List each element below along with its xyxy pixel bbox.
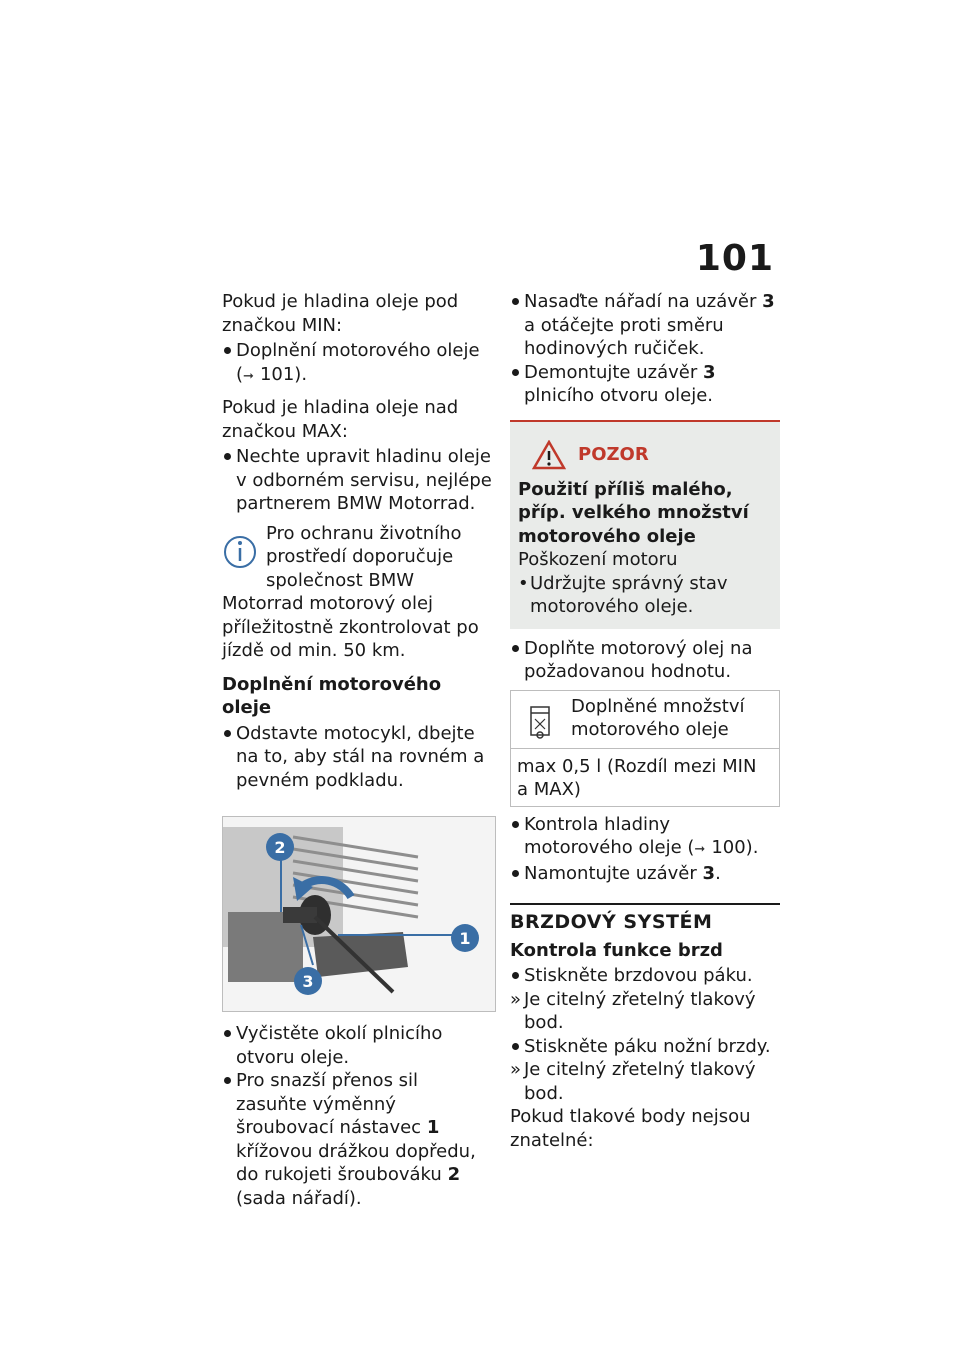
bullet-remove-cap: Demontujte uzávěr 3 plnicího otvoru oleje. bbox=[510, 361, 780, 408]
figure-label-3: 3 bbox=[302, 972, 314, 991]
arrow-ref-icon bbox=[694, 837, 711, 858]
bullet-service: Nechte upravit hladinu oleje v odborném servisu, nejlépe partnerem BMW Motorrad. bbox=[222, 445, 494, 516]
left-column bbox=[222, 290, 494, 1210]
engine-illustration bbox=[223, 817, 495, 1011]
right-column bbox=[510, 290, 780, 1160]
bullet-check-level: Kontrola hladiny motorového oleje (➞ 100). bbox=[510, 813, 780, 862]
spec-label: Doplněné množství motorového oleje bbox=[571, 695, 745, 740]
warning-cause: Použití příliš malého, příp. velkého množství motorového oleje bbox=[518, 478, 749, 547]
spec-table bbox=[510, 690, 780, 807]
page-number: 101 bbox=[695, 238, 774, 279]
section-heading-brakes: BRZDOVÝ SYSTÉM bbox=[510, 911, 713, 933]
step-front-brake: Stiskněte brzdovou páku. bbox=[510, 964, 780, 988]
engine-figure bbox=[222, 816, 496, 1012]
figure-label-2: 2 bbox=[274, 838, 286, 857]
bullet-insert-tool: Pro snazší přenos sil zasuňte výměnný šroubovací nástavec 1 křížovou drážkou dopředu, do rukojeti šroubováku 2 (sada nářadí). bbox=[222, 1069, 494, 1210]
info-note bbox=[222, 522, 494, 663]
result-rear-brake: » Je citelný zřetelný tlakový bod. bbox=[510, 1058, 780, 1105]
subheading-brake-check: Kontrola funkce brzd bbox=[510, 939, 723, 961]
info-text: Pro ochranu životního prostředí doporučuje společnost BMW Motorrad motorový olej příležitostně zkontrolovat po jízdě od min. 50 km. bbox=[222, 522, 479, 661]
warning-effect: Poškození motoru bbox=[518, 549, 678, 570]
paragraph-min: Pokud je hladina oleje pod značkou MIN: bbox=[222, 291, 459, 336]
section-divider bbox=[510, 903, 780, 905]
oil-can-icon bbox=[521, 701, 561, 741]
paragraph-max: Pokud je hladina oleje nad značkou MAX: bbox=[222, 397, 459, 442]
info-icon bbox=[222, 530, 258, 570]
paragraph-no-pressure: Pokud tlakové body nejsou znatelné: bbox=[510, 1106, 751, 1151]
bullet-clean: Vyčistěte okolí plnicího otvoru oleje. bbox=[222, 1022, 494, 1069]
bullet-install-cap: Namontujte uzávěr 3. bbox=[510, 862, 780, 886]
warning-title: POZOR bbox=[578, 443, 649, 465]
figure-label-1: 1 bbox=[459, 929, 471, 948]
step-rear-brake: Stiskněte páku nožní brzdy. bbox=[510, 1035, 780, 1059]
section-heading-refill: Doplnění motorového oleje bbox=[222, 673, 442, 718]
bullet-attach-tool: Nasaďte nářadí na uzávěr 3 a otáčejte proti směru hodinových ručiček. bbox=[510, 290, 780, 361]
arrow-ref-icon bbox=[243, 364, 260, 385]
result-front-brake: » Je citelný zřetelný tlakový bod. bbox=[510, 988, 780, 1035]
bullet-fill-oil: Doplňte motorový olej na požadovanou hodnotu. bbox=[510, 637, 780, 684]
page-ref-link[interactable]: 100). bbox=[711, 837, 759, 858]
page-ref-link[interactable]: 101). bbox=[259, 363, 308, 385]
warning-action: • Udržujte správný stav motorového oleje. bbox=[518, 572, 772, 619]
bullet-refill: Doplnění motorového oleje (➞ 101). bbox=[222, 339, 494, 388]
bullet-park: Odstavte motocykl, dbejte na to, aby stál na rovném a pevném podkladu. bbox=[222, 722, 494, 793]
spec-value: max 0,5 l (Rozdíl mezi MIN a MAX) bbox=[517, 755, 757, 800]
warning-box bbox=[510, 420, 780, 629]
warning-triangle-icon bbox=[532, 440, 566, 470]
